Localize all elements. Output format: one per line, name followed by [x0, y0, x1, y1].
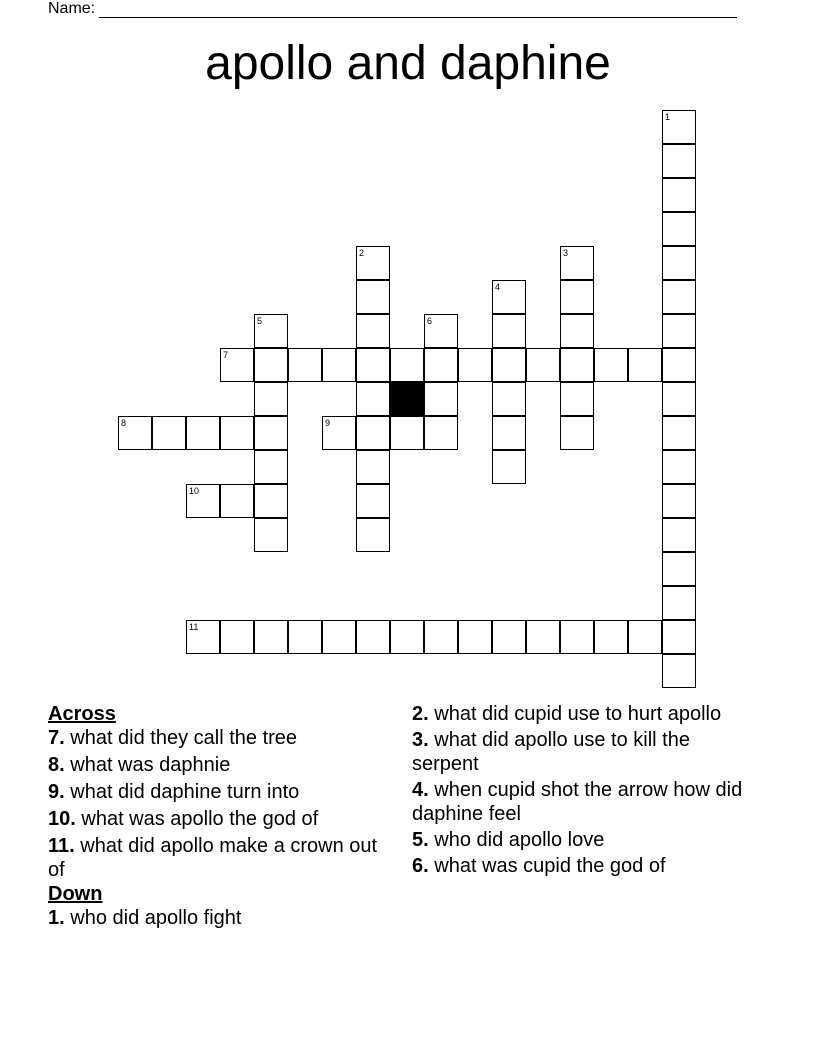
crossword-cell[interactable]: [220, 348, 254, 382]
clue-text: what did apollo use to kill the serpent: [412, 729, 690, 775]
crossword-cell[interactable]: [254, 518, 288, 552]
crossword-cell[interactable]: [628, 348, 662, 382]
clue-text: who did apollo love: [434, 829, 605, 851]
cell-number: 10: [189, 486, 200, 496]
crossword-cell[interactable]: [662, 654, 696, 688]
cell-number: 7: [223, 350, 229, 360]
crossword-cell[interactable]: [254, 314, 288, 348]
clue-text: what was cupid the god of: [434, 855, 666, 877]
cell-number: 4: [495, 282, 501, 292]
crossword-cell[interactable]: [424, 416, 458, 450]
crossword-cell[interactable]: [356, 382, 390, 416]
crossword-cell[interactable]: [560, 246, 594, 280]
cell-number: 11: [189, 622, 199, 632]
crossword-cell[interactable]: [662, 314, 696, 348]
down-clue: [412, 828, 752, 852]
crossword-cell[interactable]: [560, 280, 594, 314]
cell-number: 5: [257, 316, 263, 326]
crossword-cell[interactable]: [356, 484, 390, 518]
crossword-cell[interactable]: [254, 382, 288, 416]
cell-number: 8: [121, 418, 127, 428]
crossword-cell[interactable]: [288, 620, 322, 654]
crossword-cell[interactable]: [492, 348, 526, 382]
clue-text: when cupid shot the arrow how did daphine feel: [412, 779, 743, 825]
crossword-cell[interactable]: [186, 484, 220, 518]
down-clue: [412, 728, 752, 776]
crossword-cell[interactable]: [662, 246, 696, 280]
crossword-cell[interactable]: [220, 620, 254, 654]
crossword-cell[interactable]: [356, 314, 390, 348]
crossword-cell[interactable]: [492, 416, 526, 450]
down-clue: [412, 854, 752, 878]
crossword-cell[interactable]: [662, 586, 696, 620]
clue-number: 1.: [48, 907, 65, 929]
crossword-cell[interactable]: [424, 314, 458, 348]
crossword-cell[interactable]: [220, 484, 254, 518]
crossword-cell[interactable]: [492, 620, 526, 654]
across-clue: [48, 834, 388, 882]
crossword-cell[interactable]: [492, 314, 526, 348]
crossword-cell[interactable]: [526, 620, 560, 654]
crossword-cell[interactable]: [662, 552, 696, 586]
crossword-cell[interactable]: [356, 620, 390, 654]
clue-text: who did apollo fight: [70, 907, 242, 929]
crossword-cell[interactable]: [458, 348, 492, 382]
crossword-cell[interactable]: [662, 178, 696, 212]
crossword-cell[interactable]: [424, 382, 458, 416]
crossword-cell[interactable]: [254, 484, 288, 518]
crossword-cell[interactable]: [390, 348, 424, 382]
crossword-cell[interactable]: [186, 416, 220, 450]
crossword-cell[interactable]: [594, 620, 628, 654]
crossword-cell[interactable]: [662, 382, 696, 416]
down-clue: [48, 906, 388, 930]
crossword-cell[interactable]: [526, 348, 560, 382]
across-clue: [48, 753, 388, 777]
crossword-cell[interactable]: [322, 620, 356, 654]
crossword-cell[interactable]: [662, 450, 696, 484]
crossword-black-cell: [390, 382, 424, 416]
crossword-cell[interactable]: [356, 280, 390, 314]
across-heading: Across: [48, 703, 116, 725]
clue-text: what did apollo make a crown out of: [48, 835, 378, 881]
crossword-cell[interactable]: [424, 348, 458, 382]
crossword-cell[interactable]: [424, 620, 458, 654]
crossword-cell[interactable]: [560, 348, 594, 382]
crossword-cell[interactable]: [662, 110, 696, 144]
crossword-cell[interactable]: [458, 620, 492, 654]
crossword-cell[interactable]: [288, 348, 322, 382]
down-heading: Down: [48, 883, 103, 905]
crossword-cell[interactable]: [662, 620, 696, 654]
cell-number: 3: [563, 248, 569, 258]
crossword-cell[interactable]: [356, 416, 390, 450]
crossword-cell[interactable]: [594, 348, 628, 382]
clue-number: 5.: [412, 829, 429, 851]
crossword-cell[interactable]: [254, 416, 288, 450]
clue-text: what was apollo the god of: [81, 808, 319, 830]
crossword-cell[interactable]: [356, 450, 390, 484]
clue-text: what did they call the tree: [70, 727, 298, 749]
crossword-cell[interactable]: [356, 518, 390, 552]
crossword-cell[interactable]: [662, 518, 696, 552]
crossword-cell[interactable]: [662, 212, 696, 246]
crossword-cell[interactable]: [390, 620, 424, 654]
crossword-cell[interactable]: [220, 416, 254, 450]
crossword-cell[interactable]: [322, 348, 356, 382]
clue-number: 7.: [48, 727, 65, 749]
crossword-cell[interactable]: [152, 416, 186, 450]
clues-column-right: [412, 702, 752, 881]
clue-text: what was daphnie: [70, 754, 231, 776]
crossword-cell[interactable]: [662, 144, 696, 178]
crossword-cell[interactable]: [560, 416, 594, 450]
crossword-cell[interactable]: [322, 416, 356, 450]
crossword-cell[interactable]: [492, 382, 526, 416]
crossword-cell[interactable]: [560, 314, 594, 348]
crossword-cell[interactable]: [254, 450, 288, 484]
clues-column-left: [48, 702, 388, 933]
cell-number: 6: [427, 316, 433, 326]
crossword-cell[interactable]: [560, 620, 594, 654]
crossword-cell[interactable]: [662, 484, 696, 518]
crossword-cell[interactable]: [662, 348, 696, 382]
crossword-cell[interactable]: [662, 280, 696, 314]
across-clue: [48, 726, 388, 750]
clue-number: 10.: [48, 808, 76, 830]
cell-number: 2: [359, 248, 365, 258]
crossword-cell[interactable]: [390, 416, 424, 450]
crossword-cell[interactable]: [254, 620, 288, 654]
crossword-cell[interactable]: [662, 416, 696, 450]
clue-text: what did daphine turn into: [70, 781, 300, 803]
crossword-cell[interactable]: [492, 450, 526, 484]
name-label: Name:: [48, 0, 96, 17]
across-clue: [48, 807, 388, 831]
clue-number: 11.: [48, 835, 75, 857]
crossword-cell[interactable]: [118, 416, 152, 450]
crossword-cell[interactable]: [356, 246, 390, 280]
down-clue: [412, 702, 752, 726]
puzzle-title: apollo and daphine: [205, 37, 611, 90]
clue-number: 4.: [412, 779, 429, 801]
crossword-cell[interactable]: [560, 382, 594, 416]
cell-number: 9: [325, 418, 331, 428]
down-clue: [412, 778, 752, 826]
across-clue: [48, 780, 388, 804]
clue-number: 9.: [48, 781, 65, 803]
crossword-cell[interactable]: [356, 348, 390, 382]
crossword-cell[interactable]: [492, 280, 526, 314]
clue-number: 8.: [48, 754, 65, 776]
clue-number: 3.: [412, 729, 429, 751]
clue-number: 6.: [412, 855, 429, 877]
clue-number: 2.: [412, 703, 429, 725]
crossword-cell[interactable]: [254, 348, 288, 382]
cell-number: 1: [665, 112, 671, 122]
crossword-cell[interactable]: [186, 620, 220, 654]
clue-text: what did cupid use to hurt apollo: [434, 703, 722, 725]
crossword-cell[interactable]: [628, 620, 662, 654]
